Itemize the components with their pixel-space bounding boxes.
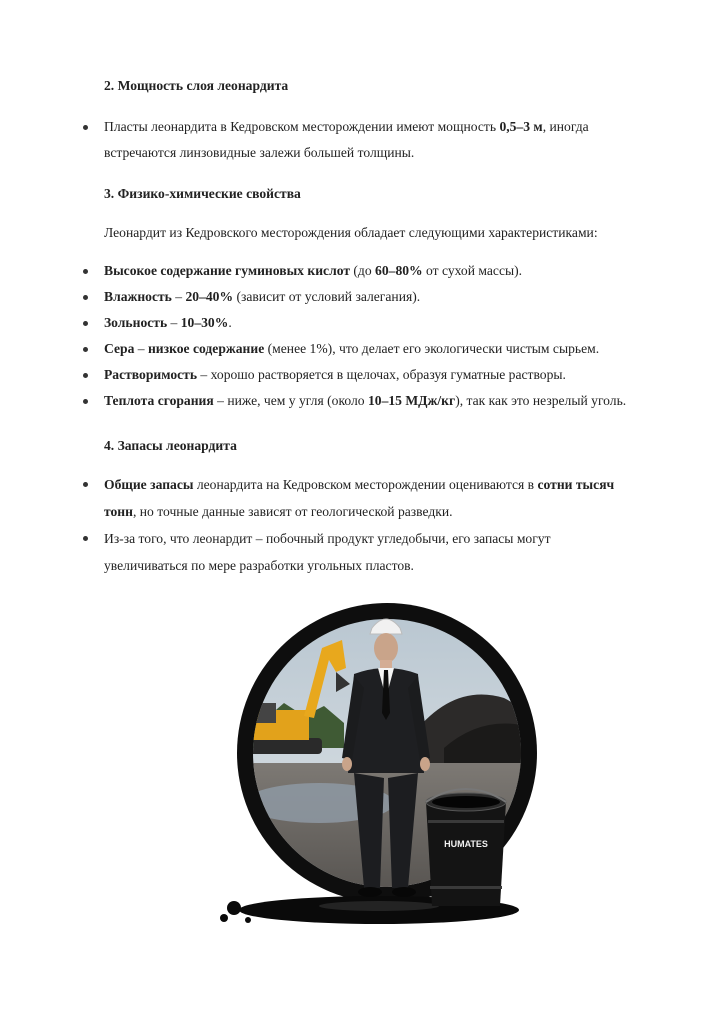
illustration (214, 588, 560, 934)
list-item: Теплота сгорания – ниже, чем у угля (около 10–15 МДж/кг), так как это незрелый уголь. (0, 388, 684, 414)
section-3-intro: Леонардит из Кедровского месторождения обладает следующими характеристиками: (104, 225, 598, 240)
list-item: Общие запасы леонардита на Кедровском месторождении оцениваются в сотни тысяч тонн, но точные данные зависят от геологической разведки. (0, 471, 684, 525)
list-item: Из-за того, что леонардит – побочный продукт угледобычи, его запасы могут увеличиваться по мере разработки угольных пластов. (0, 525, 684, 579)
section-4-heading: 4. Запасы леонардита (104, 438, 237, 453)
section-3-heading: 3. Физико-химические свойства (104, 186, 301, 201)
list-item: Влажность – 20–40% (зависит от условий залегания). (0, 284, 684, 310)
section-2-list (0, 114, 684, 166)
section-4-list (0, 471, 684, 579)
section-2-heading: 2. Мощность слоя леонардита (104, 78, 289, 93)
bucket-label: HUMATES (444, 839, 488, 849)
section-3-list (0, 258, 684, 414)
list-item: Растворимость – хорошо растворяется в щелочах, образуя гуматные растворы. (0, 362, 684, 388)
illustration-svg (214, 588, 560, 934)
list-item: Сера – низкое содержание (менее 1%), что делает его экологически чистым сырьем. (0, 336, 684, 362)
humates-bucket (426, 789, 506, 906)
list-item: Пласты леонардита в Кедровском месторождении имеют мощность 0,5–3 м, иногда встречаются линзовидные залежи большей толщины. (0, 114, 684, 166)
list-item: Зольность – 10–30%. (0, 310, 684, 336)
list-item: Высокое содержание гуминовых кислот (до 60–80% от сухой массы). (0, 258, 684, 284)
